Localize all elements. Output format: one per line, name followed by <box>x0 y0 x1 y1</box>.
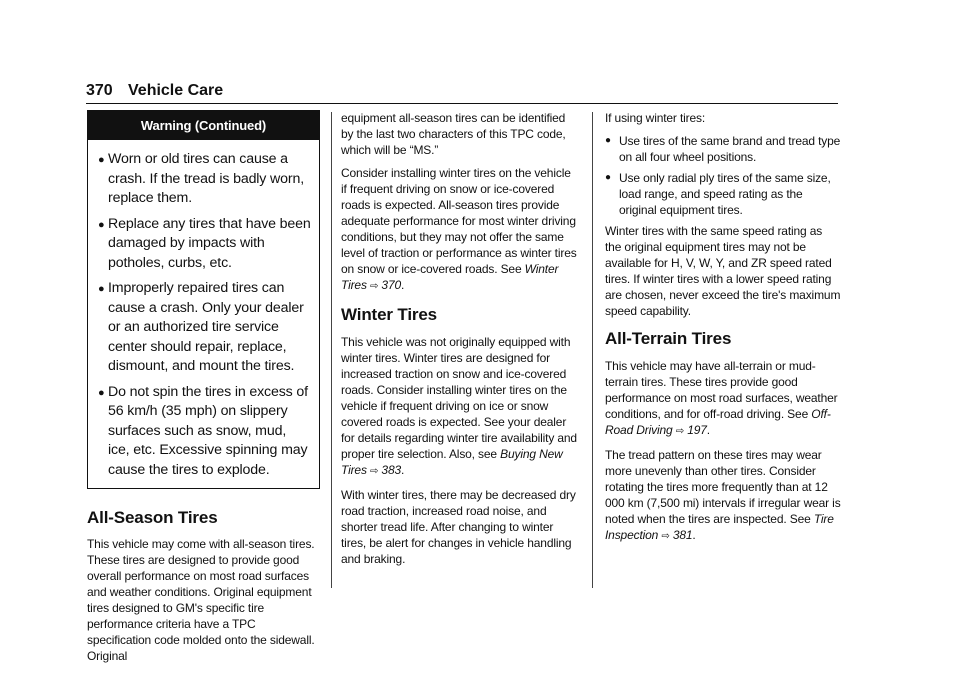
paragraph-end: . <box>706 423 710 437</box>
page-ref-arrow-icon: ⇨ <box>370 466 379 477</box>
winter-paragraph: If using winter tires: <box>605 111 706 125</box>
list-item <box>605 133 841 165</box>
all-season-paragraph: equipment all-season tires can be identified by the last two characters of this TPC code, which will be “MS.” <box>341 111 566 157</box>
paragraph-text: Consider installing winter tires on the vehicle if frequent driving on snow or ice-covered roads is expected. All-season tires provide adequate performance for most winter driving conditions, but they may not offer the same level of traction or performance as winter tires on snow or ice-covered roads. See <box>341 166 577 276</box>
link-label: Tire Inspection <box>605 512 834 542</box>
column-2 <box>341 110 579 574</box>
page-ref-arrow-icon: ⇨ <box>675 426 684 437</box>
column-3 <box>605 110 841 552</box>
link-page: 370 <box>381 278 401 292</box>
link-page: 383 <box>381 463 401 477</box>
paragraph-text: This vehicle was not originally equipped with winter tires. Winter tires are designed for increased traction on snow and ice-covered roads. Consider installing winter tires on the vehicle if frequent driving on ice or snow covered roads is expected. See your dealer for details regarding winter tire availability and proper tire selection. Also, see <box>341 335 577 461</box>
all-season-paragraph: This vehicle may come with all-season tires. These tires are designed to provide good overall performance on most road surfaces and weather conditions. Original equipment tires designed to GM's specific tire performance criteria have a TPC specification code molded onto the sidewall. Original <box>87 537 315 663</box>
warning-bullet <box>98 150 311 209</box>
warning-bullet <box>98 215 311 274</box>
warning-bullet-text: Do not spin the tires in excess of 56 km/h (35 mph) on slippery surfaces such as snow, mud, ice, etc. Excessive spinning may cause the tires to explode. <box>108 383 308 478</box>
link-label: Winter Tires <box>341 262 559 292</box>
header-divider <box>86 103 838 104</box>
winter-paragraph <box>341 334 579 480</box>
all-season-heading: All-Season Tires <box>87 508 218 527</box>
link-page: 381 <box>672 528 693 542</box>
bullet-icon: ● <box>98 386 105 399</box>
paragraph-end: . <box>401 278 405 292</box>
page-ref-arrow-icon: ⇨ <box>661 531 670 542</box>
column-divider <box>592 112 593 588</box>
bullet-icon: ● <box>98 154 105 166</box>
winter-paragraph: With winter tires, there may be decreased dry road traction, increased road noise, and shorter tread life. After changing to winter tires, be alert for changes in vehicle handling and braking. <box>341 488 576 566</box>
all-season-paragraph <box>341 165 579 295</box>
warning-bullet-text: Worn or old tires can cause a crash. If the tread is badly worn, replace them. <box>108 151 304 206</box>
warning-title: Warning (Continued) <box>88 111 319 140</box>
warning-bullet-text: Replace any tires that have been damaged by impacts with potholes, curbs, etc. <box>108 215 311 271</box>
warning-bullet <box>98 383 311 481</box>
all-terrain-paragraph <box>605 358 841 440</box>
bullet-icon: ● <box>605 172 611 183</box>
page-ref-arrow-icon: ⇨ <box>370 281 379 292</box>
paragraph-text: This vehicle may have all-terrain or mud-terrain tires. These tires provide good performance on most road surfaces, weather conditions, and for off-road driving. See <box>605 359 838 421</box>
paragraph-end: . <box>401 463 405 477</box>
link-page: 197 <box>687 423 707 437</box>
link-label: Off-Road Driving <box>605 407 831 437</box>
warning-body <box>88 140 319 488</box>
page-number: 370 <box>86 82 113 99</box>
paragraph-text: The tread pattern on these tires may wear more unevenly than other tires. Consider rotating the tires more frequently than at 12 000 km (7,500 mi) intervals if irregular wear is noted when the tires are inspected. See <box>605 448 841 526</box>
section-title: Vehicle Care <box>128 82 224 99</box>
all-terrain-heading: All-Terrain Tires <box>605 329 732 348</box>
column-divider <box>331 112 332 588</box>
bullet-icon: ● <box>605 135 611 146</box>
bullet-icon: ● <box>98 283 105 295</box>
winter-tires-heading: Winter Tires <box>341 305 437 324</box>
page-header <box>86 82 838 104</box>
list-item <box>605 170 841 218</box>
winter-paragraph: Winter tires with the same speed rating as the original equipment tires may not be available for H, V, W, Y, and ZR speed rated tires. If winter tires with a lower speed rating are chosen, never exceed the tire's maximum speed capability. <box>605 224 841 318</box>
warning-bullet-text: Improperly repaired tires can cause a crash. Only your dealer or an authorized tire service center should repair, replace, dismount, and mount the tires. <box>108 280 304 374</box>
bullet-icon: ● <box>98 218 105 231</box>
column-1 <box>87 110 320 671</box>
all-terrain-paragraph <box>605 447 841 545</box>
warning-box <box>87 110 320 489</box>
list-item-text: Use tires of the same brand and tread type on all four wheel positions. <box>619 134 841 164</box>
list-item-text: Use only radial ply tires of the same size, load range, and speed rating as the original equipment tires. <box>619 171 831 217</box>
paragraph-end: . <box>692 528 696 542</box>
warning-bullet <box>98 279 311 377</box>
link-label: Buying New Tires <box>341 447 563 477</box>
